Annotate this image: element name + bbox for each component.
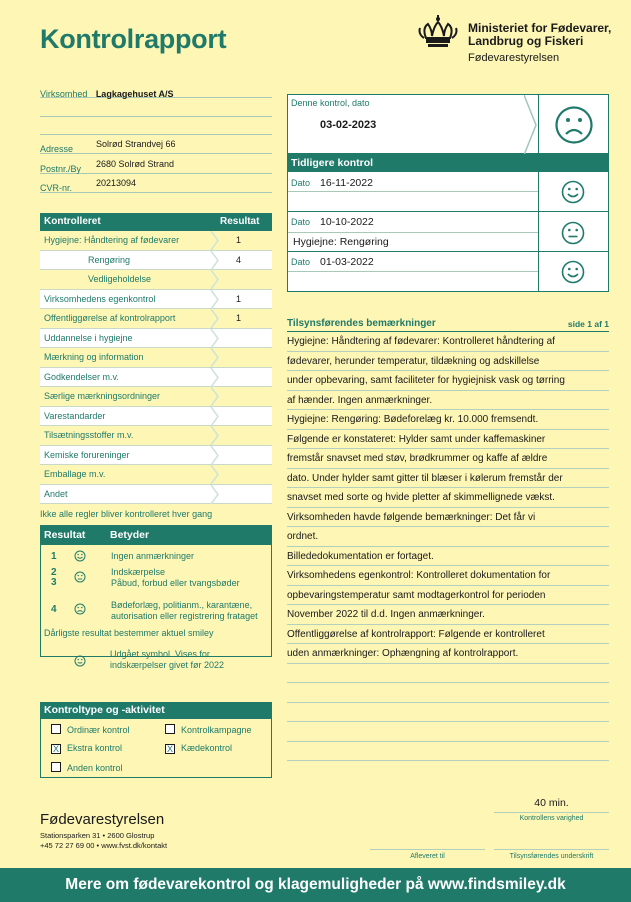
- check-label: Kemiske forureninger: [44, 449, 130, 460]
- current-control-label: Denne kontrol, dato: [291, 98, 370, 108]
- remark-line: [287, 722, 609, 742]
- remark-line: Hygiejne: Rengøring: Bødeforelæg kr. 10.000 fremsendt.: [287, 410, 609, 430]
- arrow-icon: [210, 387, 220, 406]
- remark-line: dato. Under hylder samt gitter til blæser i kølerum fremstår der: [287, 469, 609, 489]
- footer-address: Stationsparken 31 • 2600 Glostrup: [40, 831, 155, 840]
- check-result: 4: [236, 254, 242, 265]
- arrow-icon: [210, 426, 220, 445]
- remark-line: Følgende er konstateret: Hylder samt under kaffemaskiner: [287, 430, 609, 450]
- remark-line: [287, 683, 609, 703]
- checks-note: Ikke alle regler bliver kontrolleret hver gang: [40, 509, 213, 519]
- expired-neutral-face-icon: [74, 655, 86, 667]
- remarks-header: [287, 318, 609, 332]
- checkbox-kaede[interactable]: [165, 743, 232, 754]
- blank-line: [40, 99, 272, 117]
- arrow-icon: [210, 348, 220, 367]
- arrow-icon: [210, 290, 220, 309]
- checkbox-box[interactable]: X: [166, 744, 173, 754]
- checkbox-ekstra[interactable]: [51, 743, 122, 754]
- blank-line: [40, 117, 272, 135]
- remark-line: ordnet.: [287, 527, 609, 547]
- arrow-icon: [210, 309, 220, 328]
- remark-line: [287, 703, 609, 723]
- postnr-label: Postnr./By: [40, 164, 82, 174]
- previous-date-value: 10-10-2022: [320, 216, 374, 228]
- legend-note: Dårligste resultat bestemmer aktuel smiley: [44, 628, 214, 638]
- duration-value: 40 min.: [494, 797, 609, 813]
- arrow-icon: [524, 95, 538, 155]
- check-row: [40, 270, 272, 290]
- neutral-face-icon: [561, 221, 585, 245]
- remark-line: opbevaringstemperatur samt modtagerkontrol for perioden: [287, 586, 609, 606]
- previous-header: [287, 154, 609, 172]
- adresse-label: Adresse: [40, 144, 74, 154]
- adresse-field: [40, 139, 272, 154]
- check-label: Rengøring: [88, 254, 131, 265]
- remark-line: Billededokumentation er fortaget.: [287, 547, 609, 567]
- remark-line: [287, 664, 609, 684]
- check-label: Emballage m.v.: [44, 469, 106, 479]
- check-label: Vedligeholdelse: [88, 274, 152, 284]
- delivered-label: Afleveret til: [410, 853, 445, 860]
- check-label: Offentliggørelse af kontrolrapport: [44, 313, 176, 323]
- legend-header-meaning: Betyder: [110, 529, 150, 541]
- remark-line: November 2022 til d.d. Ingen anmærkninger.: [287, 605, 609, 625]
- checkbox-box[interactable]: [51, 724, 61, 734]
- checkbox-box[interactable]: [51, 762, 61, 772]
- check-row: [40, 407, 272, 427]
- arrow-icon: [210, 407, 220, 426]
- check-result: 1: [236, 293, 242, 304]
- previous-date-value: 16-11-2022: [320, 177, 373, 189]
- check-label: Hygiejne: Håndtering af fødevarer: [44, 235, 180, 245]
- remark-line: af hænder. Ingen anmærkninger.: [287, 391, 609, 411]
- crown-logo-icon: [418, 14, 458, 52]
- happy-face-icon: [561, 260, 585, 284]
- neutral-face-icon: [74, 571, 86, 583]
- checkbox-ordinaer[interactable]: [51, 724, 130, 735]
- cvr-label: CVR-nr.: [40, 183, 73, 193]
- check-label: Mærkning og information: [44, 352, 144, 362]
- current-control-box: [287, 94, 609, 154]
- checks-header-label: Kontrolleret: [44, 216, 101, 227]
- check-label: Virksomhedens egenkontrol: [44, 293, 156, 304]
- legend-text-2: Indskærpelse Påbud, forbud eller tvangsbøder: [111, 567, 240, 588]
- arrow-icon: [210, 465, 220, 484]
- previous-date-label: Dato: [291, 257, 311, 267]
- legend-expired-text: Udgået symbol. Vises for indskærpelser givet før 2022: [110, 649, 225, 670]
- checkbox-label: Ekstra kontrol: [67, 743, 123, 753]
- previous-row-2: [288, 212, 538, 233]
- check-label: Varestandarder: [44, 410, 106, 421]
- footer-banner[interactable]: Mere om fødevarekontrol og klagemuligheder på www.findsmiley.dk: [0, 868, 631, 902]
- remarks-header-label: Tilsynsførendes bemærkninger: [287, 318, 436, 329]
- signature-line[interactable]: [494, 838, 609, 850]
- happy-face-icon: [561, 180, 585, 204]
- check-label: Tilsætningsstoffer m.v.: [44, 430, 134, 440]
- check-row: [40, 290, 272, 310]
- previous-row-1: [288, 172, 538, 192]
- control-type-box: [40, 719, 272, 778]
- arrow-icon: [210, 251, 220, 270]
- legend-num-4: 4: [51, 604, 57, 615]
- previous-date-value: 01-03-2022: [320, 256, 374, 268]
- check-row: [40, 368, 272, 388]
- checkbox-label: Ordinær kontrol: [67, 725, 130, 735]
- virksomhed-field: [40, 84, 272, 98]
- check-row: [40, 309, 272, 329]
- previous-box: [287, 172, 609, 292]
- previous-row-3: [288, 252, 538, 272]
- control-type-header-label: Kontroltype og -aktivitet: [44, 704, 165, 716]
- legend-header: [40, 525, 272, 545]
- checkbox-kampagne[interactable]: [165, 724, 252, 735]
- remark-line: fødevarer, herunder temperatur, tildækning og adskillelse: [287, 352, 609, 372]
- delivered-line[interactable]: [370, 838, 485, 850]
- remarks-page: side 1 af 1: [567, 319, 609, 329]
- check-row: [40, 465, 272, 485]
- previous-date-label: Dato: [291, 178, 311, 188]
- cvr-value: 20213094: [96, 178, 137, 188]
- legend-text-1: Ingen anmærkninger: [111, 551, 195, 561]
- postnr-value: 2680 Solrød Strand: [96, 159, 175, 169]
- legend-num-2-3: 2 3: [51, 567, 57, 588]
- legend-num-1: 1: [51, 551, 57, 562]
- arrow-icon: [210, 446, 220, 465]
- check-row: [40, 231, 272, 251]
- remark-line: under opbevaring, samt faciliteter for hygiejnisk vask og tørring: [287, 371, 609, 391]
- arrow-icon: [210, 485, 220, 504]
- checkbox-label: Anden kontrol: [67, 763, 123, 773]
- previous-header-label: Tidligere kontrol: [291, 157, 374, 169]
- cvr-field: [40, 178, 272, 193]
- check-result: 1: [236, 235, 242, 245]
- virksomhed-value: Lagkagehuset A/S: [95, 89, 174, 99]
- divider: [538, 95, 539, 153]
- checks-header: [40, 213, 272, 231]
- checkbox-label: Kontrolkampagne: [181, 725, 252, 735]
- remark-line: Virksomheden havde følgende bemærkninger: Det får vi: [287, 508, 609, 528]
- checkbox-anden[interactable]: [51, 762, 123, 773]
- agency-name: Fødevarestyrelsen: [468, 52, 560, 64]
- remark-line: Hygiejne: Håndtering af fødevarer: Kontrolleret håndtering af: [287, 332, 609, 352]
- remark-line: snavset med sorte og hvide pletter af skimmellignede vækst.: [287, 488, 609, 508]
- footer-contact: +45 72 27 69 00 • www.fvst.dk/kontakt: [40, 841, 168, 850]
- check-row: [40, 426, 272, 446]
- remark-line: Virksomhedens egenkontrol: Kontrolleret dokumentation for: [287, 566, 609, 586]
- arrow-icon: [210, 231, 220, 250]
- arrow-icon: [210, 329, 220, 348]
- postnr-field: [40, 159, 272, 174]
- checkbox-box[interactable]: [165, 724, 175, 734]
- check-row: [40, 329, 272, 349]
- legend-text-4: Bødeforlæg, politianm., karantæne, autorisation eller registrering frataget: [111, 600, 258, 621]
- checks-result-header: Resultat: [220, 216, 260, 227]
- checkbox-label: Kædekontrol: [181, 743, 233, 753]
- sad-face-icon: [554, 105, 594, 145]
- control-type-header: [40, 702, 272, 719]
- footer-agency: Fødevarestyrelsen: [40, 811, 165, 828]
- virksomhed-label: Virksomhed: [40, 89, 88, 99]
- ministry-name: Ministeriet for Fødevarer, Landbrug og Fiskeri: [468, 21, 612, 48]
- legend-header-result: Resultat: [44, 529, 86, 541]
- check-result: 1: [236, 313, 242, 323]
- check-label: Godkendelser m.v.: [44, 371, 119, 382]
- remark-line: [287, 742, 609, 762]
- check-row: [40, 446, 272, 466]
- checkbox-box[interactable]: X: [52, 744, 59, 754]
- check-row: [40, 251, 272, 271]
- duration-label: Kontrollens varighed: [519, 815, 584, 822]
- current-control-date: 03-02-2023: [320, 119, 377, 131]
- previous-note: Hygiejne: Rengøring: [293, 236, 389, 248]
- arrow-icon: [210, 368, 220, 387]
- divider: [538, 172, 539, 291]
- adresse-value: Solrød Strandvej 66: [96, 139, 176, 149]
- page-title: Kontrolrapport: [40, 24, 227, 54]
- signature-label: Tilsynsførendes underskrift: [509, 853, 594, 860]
- sad-face-icon: [74, 603, 86, 615]
- check-row: [40, 348, 272, 368]
- remark-line: uden anmærkninger: Ophængning af kontrolrapport.: [287, 644, 609, 664]
- remark-line: fremstår snavset med støv, brødkrummer og kaffe af ældre: [287, 449, 609, 469]
- check-label: Særlige mærkningsordninger: [44, 391, 161, 401]
- happy-face-icon: [74, 550, 86, 562]
- check-row: [40, 485, 272, 505]
- remark-line: Offentliggørelse af kontrolrapport: Følgende er kontrolleret: [287, 625, 609, 645]
- check-row: [40, 387, 272, 407]
- check-label: Andet: [44, 488, 68, 499]
- check-label: Uddannelse i hygiejne: [44, 332, 133, 343]
- legend-box: [40, 545, 272, 657]
- arrow-icon: [210, 270, 220, 289]
- previous-date-label: Dato: [291, 217, 311, 227]
